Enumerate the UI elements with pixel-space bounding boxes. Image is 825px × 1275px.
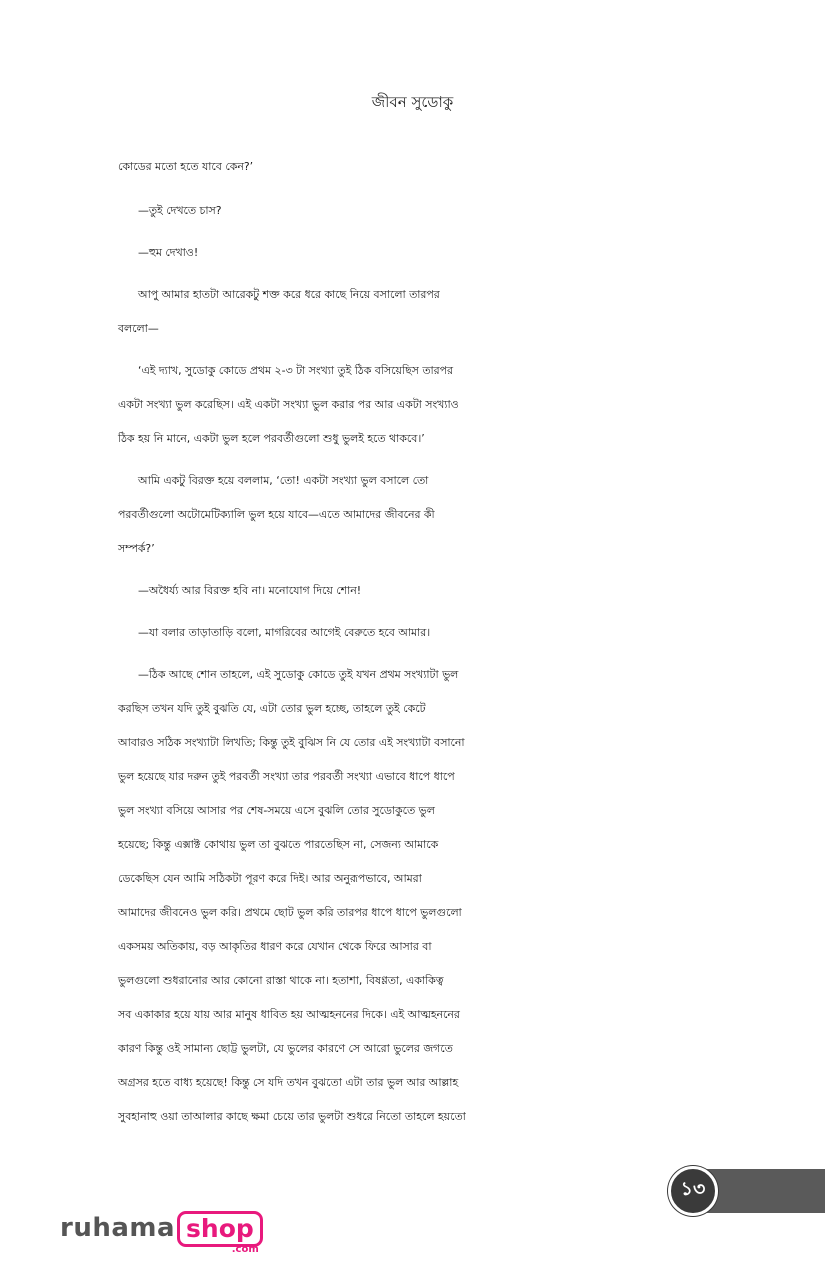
logo-text-ruhama: ruhama (60, 1213, 176, 1243)
paragraph (118, 278, 706, 346)
paragraph (118, 354, 706, 456)
text-line: আমাদের জীবনেও ভুল করি। প্রথমে ছোট ভুল করি তারপর ধাপে ধাপে ভুলগুলো (118, 906, 462, 919)
text-line: ডেকেছিস যেন আমি সঠিকটা পূরণ করে দিই। আর অনুরূপভাবে, আমরা (118, 872, 422, 885)
paragraph (118, 150, 706, 184)
page-number: ১৩ (668, 1166, 718, 1216)
text-line: কোডের মতো হতে যাবে কেন?’ (118, 160, 254, 173)
logo-text-shop: shop (177, 1211, 263, 1247)
text-line: সম্পর্ক?’ (118, 542, 155, 555)
text-line: ভুল হয়েছে যার দরুন তুই পরবর্তী সংখ্যা তার পরবর্তী সংখ্যা এভাবে ধাপে ধাপে (118, 770, 455, 783)
text-line: করছিস তখন যদি তুই বুঝতি যে, এটা তোর ভুল হচ্ছে, তাহলে তুই কেটে (118, 702, 426, 715)
text-line: একসময় অতিকায়, বড় আকৃতির ধারণ করে যেখান থেকে ফিরে আসার বা (118, 940, 432, 953)
paragraph (118, 194, 706, 228)
text-line: সব একাকার হয়ে যায় আর মানুষ ধাবিত হয় আত্মহননের দিকে। এই আত্মহননের (118, 1008, 460, 1021)
ruhamashop-logo (60, 1211, 263, 1261)
logo-shop-badge (177, 1211, 263, 1255)
text-line: আপু আমার হাতটা আরেকটু শক্ত করে ধরে কাছে নিয়ে বসালো তারপর (138, 288, 440, 301)
text-line: অগ্রসর হতে বাধ্য হয়েছে! কিন্তু সে যদি তখন বুঝতো এটা তার ভুল আর আল্লাহ (118, 1076, 459, 1089)
text-line: ভুলগুলো শুধরানোর আর কোনো রাস্তা থাকে না। হতাশা, বিষণ্ণতা, একাকিত্ব (118, 974, 444, 987)
text-line: —যা বলার তাড়াতাড়ি বলো, মাগরিবের আগেই বেরুতে হবে আমার। (138, 626, 431, 639)
text-line: —অধৈর্য্য আর বিরক্ত হবি না। মনোযোগ দিয়ে শোন! (138, 584, 362, 597)
paragraph (118, 236, 706, 270)
paragraph (118, 658, 706, 1134)
text-line: ঠিক হয় নি মানে, একটা ভুল হলে পরবর্তীগুলো শুধু ভুলই হতে থাকবে।’ (118, 432, 425, 445)
text-line: বললো— (118, 322, 159, 335)
text-line: ভুল সংখ্যা বসিয়ে আসার পর শেষ-সময়ে এসে বুঝলি তোর সুডোকুতে ভুল (118, 804, 435, 817)
text-line: —ঠিক আছে শোন তাহলে, এই সুডোকু কোডে তুই যখন প্রথম সংখ্যাটা ভুল (138, 668, 459, 681)
text-line: হয়েছে; কিন্তু এক্সাক্ট কোথায় ভুল তা বুঝতে পারতেছিস না, সেজন্য আমাকে (118, 838, 439, 851)
text-line: —তুই দেখতে চাস? (138, 204, 222, 217)
text-line: ‘এই দ্যাখ, সুডোকু কোডে প্রথম ২-৩ টা সংখ্যা তুই ঠিক বসিয়েছিস তারপর (138, 364, 454, 377)
text-line: —হুম দেখাও! (138, 246, 199, 259)
text-line: সুবহানাহু ওয়া তাআলার কাছে ক্ষমা চেয়ে তার ভুলটা শুধরে নিতো তাহলে হয়তো (118, 1110, 466, 1123)
running-head: জীবন সুডোকু (371, 93, 454, 111)
text-line: কারণ কিন্তু ওই সামান্য ছোট্ট ভুলটা, যে ভুলের কারণে সে আরো ভুলের জগতে (118, 1042, 453, 1055)
logo-text-com: .com (231, 1244, 259, 1255)
text-line: পরবর্তীগুলো অটোমেটিক্যালি ভুল হয়ে যাবে—এতে আমাদের জীবনের কী (118, 508, 435, 521)
text-line: আমি একটু বিরক্ত হয়ে বললাম, ‘তো! একটা সংখ্যা ভুল বসালে তো (138, 474, 429, 487)
paragraph (118, 616, 706, 650)
text-line: একটা সংখ্যা ভুল করেছিস। এই একটা সংখ্যা ভুল করার পর আর একটা সংখ্যাও (118, 398, 459, 411)
text-line: আবারও সঠিক সংখ্যাটা লিখতি; কিন্তু তুই বুঝিস নি যে তোর এই সংখ্যাটা বসানো (118, 736, 465, 749)
paragraph (118, 574, 706, 608)
paragraph (118, 464, 706, 566)
page-body (118, 150, 706, 1142)
